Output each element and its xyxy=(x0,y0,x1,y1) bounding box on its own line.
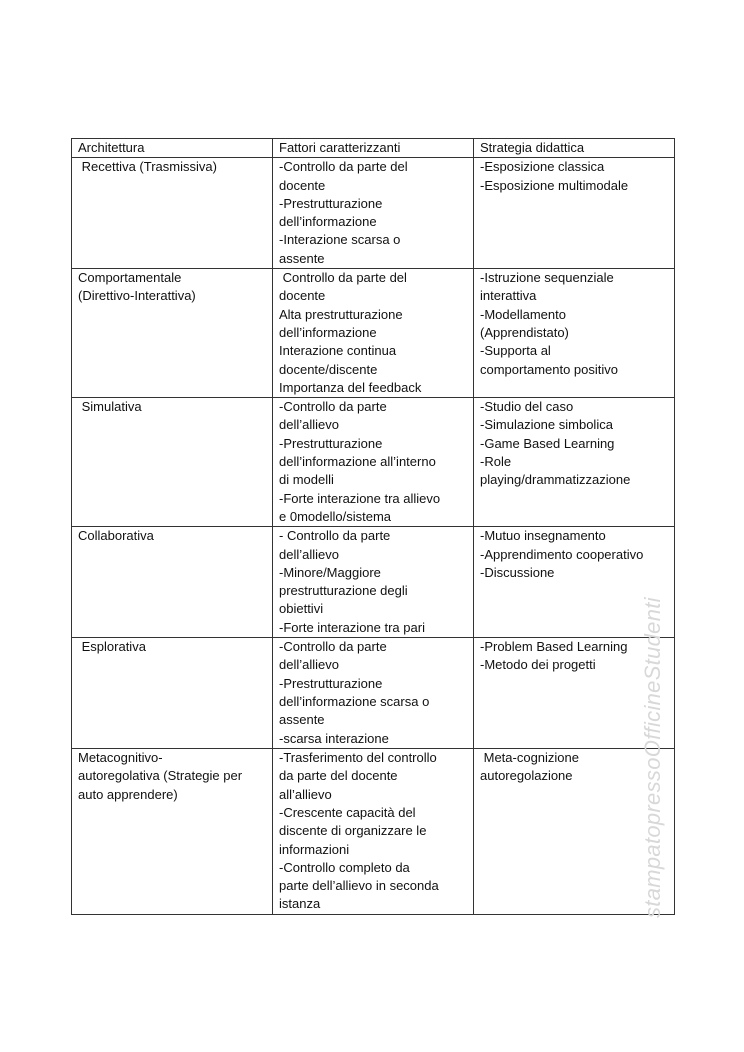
cell-architettura xyxy=(72,398,273,527)
cell-line: comportamento positivo xyxy=(480,361,619,377)
cell-line: prestrutturazione degli xyxy=(279,583,408,599)
cell-line: all’allievo xyxy=(279,786,332,802)
cell-line: -Forte interazione tra pari xyxy=(279,619,425,635)
cell-line: assente xyxy=(279,250,325,266)
table-row xyxy=(72,527,675,638)
cell-line: Importanza del feedback xyxy=(279,379,422,395)
cell-line: auto apprendere) xyxy=(78,786,178,802)
cell-line: -Metodo dei progetti xyxy=(480,657,596,673)
cell-line: di modelli xyxy=(279,472,334,488)
cell-line: -Studio del caso xyxy=(480,399,574,415)
cell-line: Collaborativa xyxy=(78,528,154,544)
cell-line: discente di organizzare le xyxy=(279,823,427,839)
table-row xyxy=(72,749,675,915)
cell-line: -Controllo da parte del xyxy=(279,159,408,175)
cell-line: autoregolazione xyxy=(480,768,573,784)
cell-line: assente xyxy=(279,712,325,728)
cell-line: -Prestrutturazione xyxy=(279,195,383,211)
cell-line: -Istruzione sequenziale xyxy=(480,270,614,286)
cell-line: e 0modello/sistema xyxy=(279,508,391,524)
cell-line: -scarsa interazione xyxy=(279,730,389,746)
cell-line: playing/drammatizzazione xyxy=(480,472,631,488)
cell-architettura xyxy=(72,749,273,915)
cell-line: -Minore/Maggiore xyxy=(279,564,381,580)
cell-line: docente/discente xyxy=(279,361,378,377)
cell-line: Interazione continua xyxy=(279,343,397,359)
cell-line: (Direttivo-Interattiva) xyxy=(78,288,196,304)
cell-fattori xyxy=(273,158,474,269)
cell-line: -Crescente capacità del xyxy=(279,804,416,820)
table-row xyxy=(72,269,675,398)
cell-line: -Apprendimento cooperativo xyxy=(480,546,644,562)
cell-architettura xyxy=(72,158,273,269)
cell-line: dell’allievo xyxy=(279,657,339,673)
cell-fattori xyxy=(273,749,474,915)
header-fattori: Fattori caratterizzanti xyxy=(273,139,474,158)
cell-line: istanza xyxy=(279,896,321,912)
cell-line: interattiva xyxy=(480,288,537,304)
cell-line: parte dell’allievo in seconda xyxy=(279,878,439,894)
cell-line: -Problem Based Learning xyxy=(480,639,628,655)
cell-line: docente xyxy=(279,288,326,304)
cell-line: -Controllo da parte xyxy=(279,399,387,415)
cell-line: -Forte interazione tra allievo xyxy=(279,490,441,506)
cell-architettura xyxy=(72,527,273,638)
cell-line: Controllo da parte del xyxy=(279,270,407,286)
cell-line: -Controllo completo da xyxy=(279,859,410,875)
cell-line: -Esposizione multimodale xyxy=(480,177,629,193)
cell-line: -Esposizione classica xyxy=(480,159,605,175)
table-row xyxy=(72,158,675,269)
header-architettura: Architettura xyxy=(72,139,273,158)
header-row xyxy=(72,139,675,158)
cell-line: dell’allievo xyxy=(279,546,339,562)
cell-line: (Apprendistato) xyxy=(480,324,569,340)
header-strategia: Strategia didattica xyxy=(474,139,675,158)
cell-line: -Interazione scarsa o xyxy=(279,232,401,248)
cell-line: -Simulazione simbolica xyxy=(480,417,613,433)
cell-line: Simulativa xyxy=(78,399,142,415)
cell-line: dell’informazione xyxy=(279,324,377,340)
cell-line: autoregolativa (Strategie per xyxy=(78,768,243,784)
cell-line: dell’informazione all’interno xyxy=(279,454,436,470)
cell-line: obiettivi xyxy=(279,601,324,617)
cell-line: dell’allievo xyxy=(279,417,339,433)
table-row xyxy=(72,638,675,749)
cell-architettura xyxy=(72,638,273,749)
cell-line: Meta-cognizione xyxy=(480,750,579,766)
cell-strategia xyxy=(474,158,675,269)
architectures-table xyxy=(71,138,675,915)
cell-line: Recettiva (Trasmissiva) xyxy=(78,159,217,175)
cell-line: -Mutuo insegnamento xyxy=(480,528,606,544)
cell-line: Comportamentale xyxy=(78,270,182,286)
cell-line: -Controllo da parte xyxy=(279,639,387,655)
cell-line: dell’informazione xyxy=(279,214,377,230)
cell-strategia xyxy=(474,269,675,398)
table-row xyxy=(72,398,675,527)
cell-line: -Prestrutturazione xyxy=(279,435,383,451)
cell-line: -Modellamento xyxy=(480,306,566,322)
cell-line: Metacognitivo- xyxy=(78,750,163,766)
watermark: stampatopressoOfficineStudenti xyxy=(640,597,665,918)
cell-line: docente xyxy=(279,177,326,193)
cell-line: -Role xyxy=(480,454,512,470)
cell-line: - Controllo da parte xyxy=(279,528,391,544)
cell-architettura xyxy=(72,269,273,398)
cell-line: Esplorativa xyxy=(78,639,146,655)
cell-line: dell’informazione scarsa o xyxy=(279,693,430,709)
cell-line: -Game Based Learning xyxy=(480,435,615,451)
cell-fattori xyxy=(273,398,474,527)
cell-fattori xyxy=(273,638,474,749)
cell-line: -Supporta al xyxy=(480,343,551,359)
cell-fattori xyxy=(273,527,474,638)
cell-line: informazioni xyxy=(279,841,350,857)
cell-line: Alta prestrutturazione xyxy=(279,306,403,322)
cell-line: -Discussione xyxy=(480,564,555,580)
cell-line: -Prestrutturazione xyxy=(279,675,383,691)
cell-strategia xyxy=(474,398,675,527)
cell-fattori xyxy=(273,269,474,398)
cell-line: -Trasferimento del controllo xyxy=(279,750,437,766)
cell-line: da parte del docente xyxy=(279,768,398,784)
